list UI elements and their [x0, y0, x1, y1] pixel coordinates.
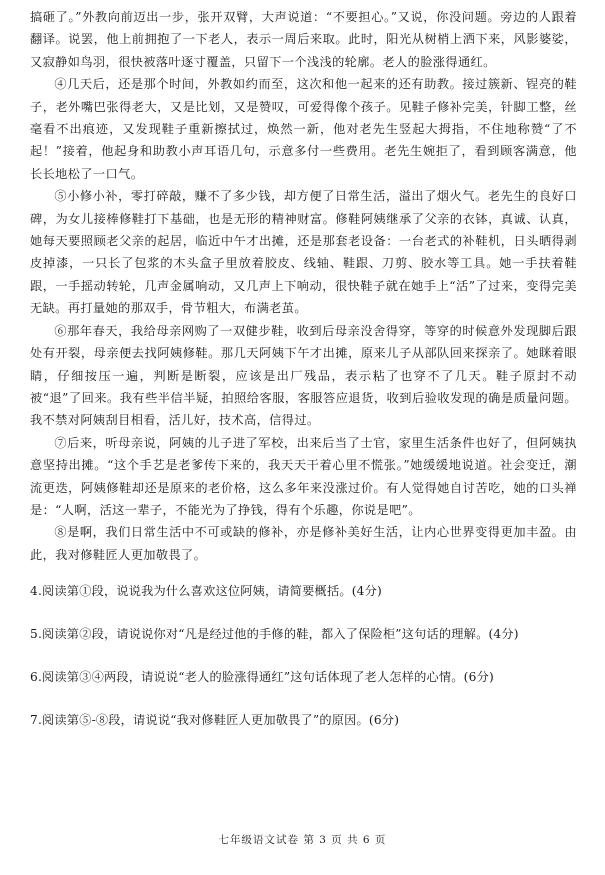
passage-paragraph: ⑥那年春天，我给母亲网购了一双健步鞋，收到后母亲没舍得穿，等穿的时候意外发现脚后跟处有开裂，母亲便去找阿姨修鞋。那几天阿姨下午才出摊，原来儿子从部队回来探亲了。她眯着眼睛，仔细按压一遍，判断是断裂，应该是出厂残品，表示粘了也穿不了几天。鞋子原封不动被“退”了回来。我有些半信半疑，拍照给客服，客服答应退货，收到后验收发现的确是质量问题。我不禁对阿姨刮目相看，活儿好，技术高，信得过。	[30, 323, 577, 428]
passage-paragraph: ⑤小修小补，零打碎敲，赚不了多少钱，却方便了日常生活，溢出了烟火气。老先生的良好口碑，为女儿接棒修鞋打下基础，也是无形的精神财富。修鞋阿姨继承了父亲的衣钵，真诚、认真，她每天要照顾老父亲的起居，临近中午才出摊，还是那套老设备：一台老式的补鞋机，日头晒得剥皮掉漆，一只长了包浆的木头盒子里放着胶皮、线轴、鞋跟、刀剪、胶水等工具。她一手扶着鞋跟，一手摇动转轮，几声金属响动，又几声上下响动，很快鞋子就在她手上“活”了过来，变得完美无缺。再打量她的那双手，骨节粗大，布满老茧。	[30, 189, 577, 316]
reading-passage	[30, 6, 577, 566]
question-item: 4.阅读第①段，说说我为什么喜欢这位阿姨，请简要概括。(4分)	[30, 584, 382, 599]
passage-paragraph: ⑧是啊，我们日常生活中不可或缺的修补，亦是修补美好生活，让内心世界变得更加丰盈。由此，我对修鞋匠人更加敬畏了。	[30, 525, 577, 562]
passage-paragraph: 搞砸了。”外教向前迈出一步，张开双臂，大声说道：“不要担心。”又说，你没问题。旁边的人跟着翻译。说罢，他上前拥抱了一下老人，表示一周后来取。此时，阳光从树梢上洒下来，风影婆娑，又寂静如鸟羽，很快被落叶逐寸覆盖，只留下一个浅浅的轮廓。老人的脸涨得通红。	[30, 10, 577, 69]
question-item: 7.阅读第⑤-⑧段，请说说“我对修鞋匠人更加敬畏了”的原因。(6分)	[30, 713, 400, 728]
question-item: 5.阅读第②段，请说说你对“凡是经过他的手修的鞋，都入了保险柜”这句话的理解。(4分)	[30, 627, 519, 642]
passage-paragraph: ⑦后来，听母亲说，阿姨的儿子进了军校，出来后当了士官，家里生活条件也好了，但阿姨执意坚持出摊。“这个手艺是老爹传下来的，我天天干着心里不慌张。”她缓缓地说道。社会变迁，潮流更迭，阿姨修鞋却还是原来的老价格，这么多年来没涨过价。有人觉得她自讨苦吃，她的口头禅是：“人啊，活这一辈子，不能光为了挣钱，得有个乐趣，你说是吧”。	[30, 435, 577, 517]
page-footer: 七年级语文试卷 第 3 页 共 6 页	[218, 834, 387, 846]
question-list	[30, 580, 577, 731]
passage-paragraph: ④几天后，还是那个时间，外教如约而至，这次和他一起来的还有助教。接过簇新、锃亮的鞋子，老外嘴巴张得老大，又是比划，又是赞叹，可爱得像个孩子。见鞋子修补完美，针脚工整，丝毫看不出痕迹，又发现鞋子重新擦拭过，焕然一新，他对老先生竖起大拇指，不住地称赞“了不起！”接着，他起身和助教小声耳语几句，示意多付一些费用。老先生婉拒了，看到顾客满意，他长长地松了一口气。	[30, 77, 577, 181]
question-item: 6.阅读第③④两段，请说说“老人的脸涨得通红”这句话体现了老人怎样的心情。(6分)	[30, 670, 494, 685]
